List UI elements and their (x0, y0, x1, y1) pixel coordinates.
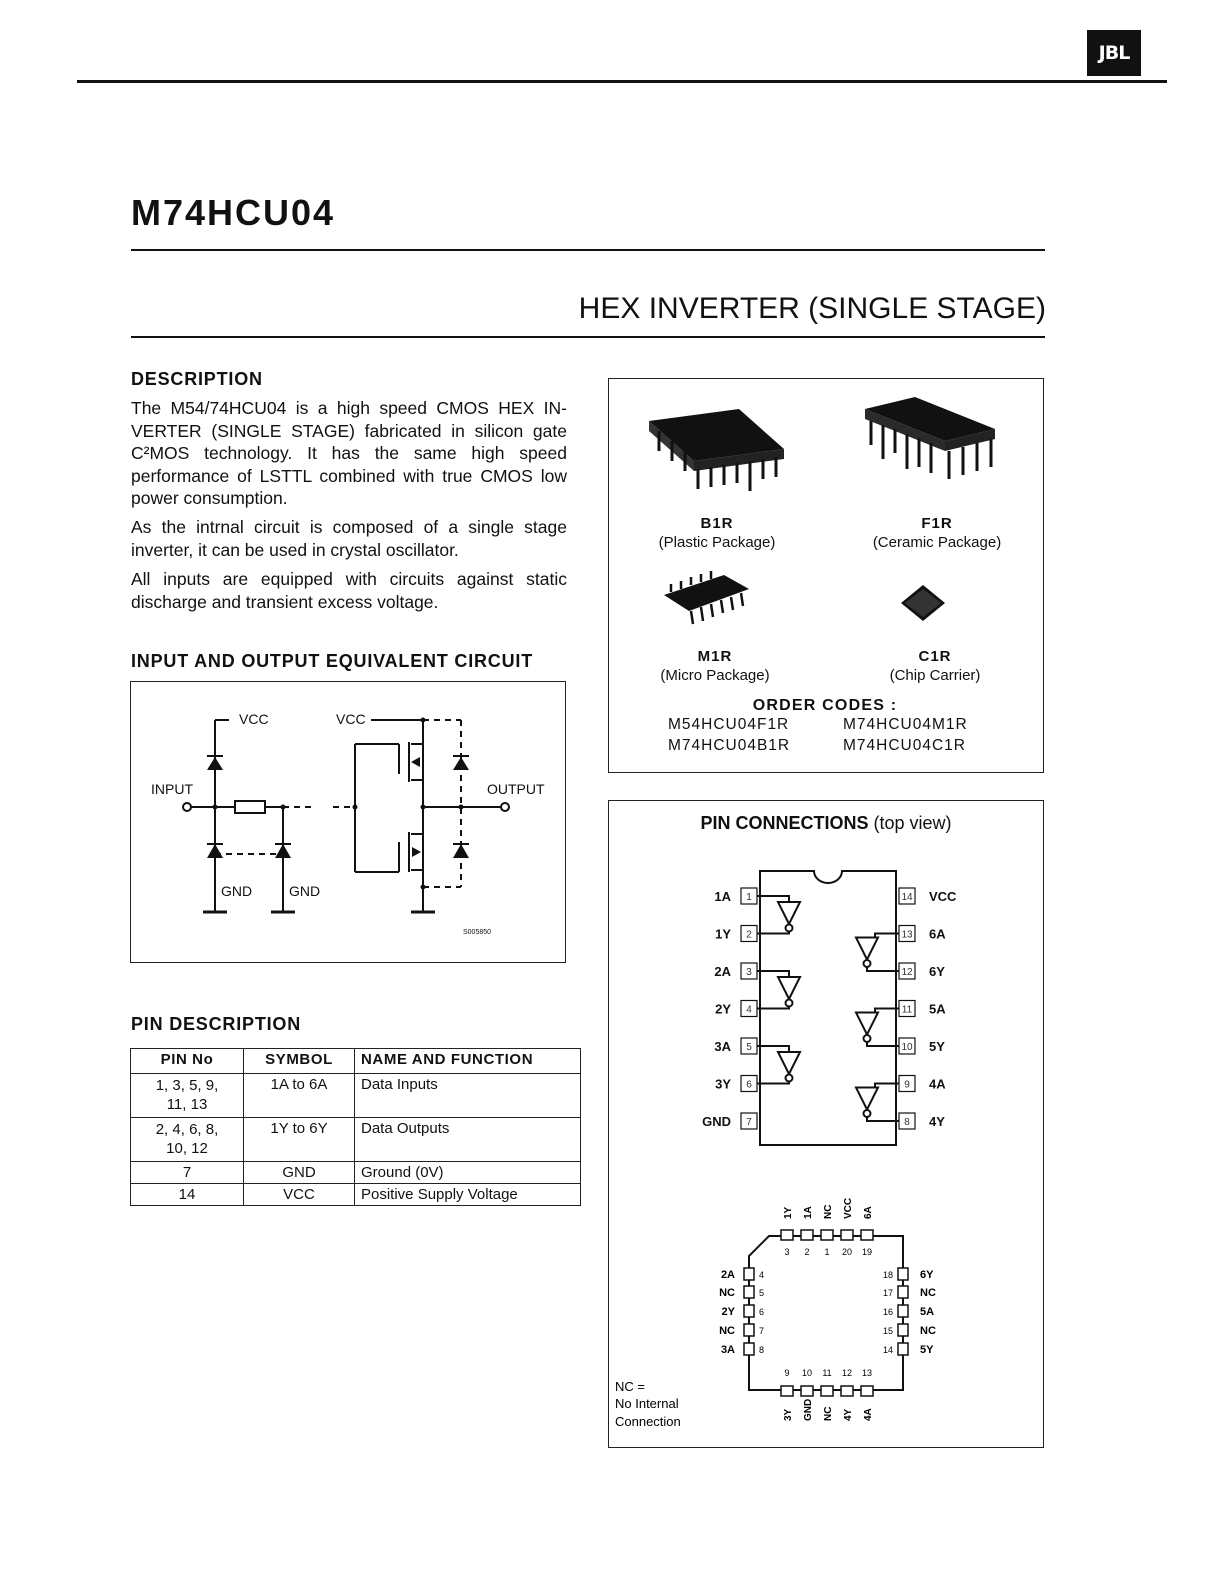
dip-plastic-icon (649, 409, 784, 491)
vcc-label-1: VCC (239, 711, 269, 727)
dip-pin-label: 3A (714, 1039, 731, 1054)
plcc-pin-3 (781, 1230, 793, 1240)
table-row (131, 1118, 581, 1162)
plcc-pin-label: NC (920, 1325, 936, 1337)
plcc-pin-1 (821, 1230, 833, 1240)
vcc-label-2: VCC (336, 711, 366, 727)
dip-pin-number: 12 (901, 967, 913, 978)
nc-note-line-1: NC = (615, 1379, 645, 1394)
col-header-pin: PIN No (131, 1049, 244, 1074)
plcc-pin-label: 2Y (721, 1306, 735, 1318)
equiv-circuit-box (130, 681, 566, 963)
plcc-pin-15 (898, 1324, 908, 1336)
pin-cell: 2, 4, 6, 8, 10, 12 (131, 1118, 244, 1162)
dip-pin-number: 11 (901, 1004, 913, 1016)
inverter-gate-icon (856, 1013, 878, 1043)
input-label: INPUT (151, 781, 193, 797)
plcc-pin-19 (861, 1230, 873, 1240)
plcc-pin-label: 5Y (920, 1344, 934, 1356)
plcc-pin-4 (744, 1268, 754, 1280)
plcc-pin-14 (898, 1343, 908, 1355)
plcc-pin-label: 3Y (783, 1408, 794, 1421)
plcc-pin-number: 13 (861, 1368, 873, 1378)
gnd-label-1: GND (221, 883, 253, 899)
dip-pin-label: 6A (929, 926, 946, 942)
plcc-pin-18 (898, 1268, 908, 1280)
plcc-pin-label: NC (920, 1287, 936, 1299)
package-desc-b1r: (Plastic Package) (658, 534, 776, 551)
plcc-pin-label: NC (823, 1204, 834, 1219)
description-paragraph-1: The M54/74HCU04 is a high speed CMOS HEX IN-VERTER (SINGLE STAGE) fabricated in silicon gate C²MOS technology. It has the same high speed performance of LSTTL combined with true CMOS low power consumption. (131, 398, 567, 508)
name-cell: Ground (0V) (355, 1162, 581, 1184)
package-name-b1r: B1R (700, 515, 734, 532)
nc-note-line-3: Connection (615, 1414, 681, 1429)
so-package-icon (664, 571, 749, 624)
table-header-row (131, 1049, 581, 1074)
brand-logo: JBL (1087, 30, 1141, 76)
plcc-pin-label: 2A (720, 1269, 735, 1281)
output-label: OUTPUT (487, 781, 545, 797)
col-header-symbol: SYMBOL (244, 1049, 355, 1074)
name-cell: Data Inputs (355, 1074, 581, 1118)
plcc-pin-label: NC (719, 1325, 735, 1337)
symbol-cell: 1A to 6A (244, 1074, 355, 1118)
name-cell: Positive Supply Voltage (355, 1184, 581, 1206)
col-header-name: NAME AND FUNCTION (355, 1049, 581, 1074)
plcc-pin-number: 14 (882, 1345, 893, 1355)
description-paragraph-2: As the intrnal circuit is composed of a single stage inverter, it can be used in crystal oscillator. (131, 517, 567, 560)
plcc-body (749, 1236, 903, 1390)
dip-pin-number: 9 (904, 1079, 910, 1091)
dip-pin-label: GND (702, 1114, 731, 1129)
plcc-pin-6 (744, 1305, 754, 1317)
plcc-pin-number: 6 (759, 1307, 765, 1317)
plcc-pin-label: 1A (803, 1206, 814, 1219)
nc-note-line-2: No Internal (615, 1396, 679, 1411)
circuit-code: S005850 (463, 929, 492, 936)
pin-connections-title: PIN CONNECTIONS (700, 813, 869, 833)
plcc-pin-16 (898, 1305, 908, 1317)
dip-pin-label: 4Y (929, 1114, 945, 1129)
plcc-pin-7 (744, 1324, 754, 1336)
plcc-pin-label: 4A (863, 1408, 874, 1421)
inverter-gate-icon (778, 977, 800, 1007)
symbol-cell: 1Y to 6Y (244, 1118, 355, 1162)
dip-pin-number: 7 (746, 1117, 752, 1128)
order-code: M74HCU04C1R (843, 737, 966, 754)
plcc-pin-number: 10 (801, 1368, 813, 1378)
description-paragraph-3: All inputs are equipped with circuits against static discharge and transient excess voltage. (131, 569, 567, 612)
plcc-pin-label: NC (719, 1287, 735, 1299)
dip-pin-label: 2Y (715, 1001, 731, 1017)
package-desc-m1r: (Micro Package) (660, 667, 770, 684)
pin-connections-diagram (609, 801, 1043, 1447)
pin-connections-subtitle: (top view) (873, 813, 952, 833)
dip-pin-number: 14 (901, 892, 913, 903)
dip-pin-label: 6Y (929, 964, 945, 979)
plcc-pin-2 (801, 1230, 813, 1240)
order-code: M74HCU04M1R (843, 716, 968, 733)
dip-pin-number: 4 (746, 1004, 752, 1016)
chip-carrier-icon (901, 585, 945, 621)
plcc-pin-number: 3 (784, 1247, 790, 1257)
plcc-pin-17 (898, 1286, 908, 1298)
dip-pin-label: VCC (929, 889, 957, 904)
gnd-label-2: GND (289, 883, 321, 899)
plcc-pin-number: 2 (804, 1247, 810, 1257)
name-cell: Data Outputs (355, 1118, 581, 1162)
plcc-pin-10 (801, 1386, 813, 1396)
plcc-pin-label: 3A (720, 1344, 735, 1356)
plcc-pin-label: 4Y (843, 1408, 854, 1421)
plcc-pin-label: 1Y (783, 1206, 794, 1219)
pin-cell: 7 (131, 1162, 244, 1184)
table-row (131, 1184, 581, 1206)
dip-pin-label: 4A (929, 1076, 946, 1092)
dip-pin-number: 3 (746, 967, 752, 978)
pin-cell: 1, 3, 5, 9, 11, 13 (131, 1074, 244, 1118)
plcc-pin-number: 15 (882, 1326, 893, 1336)
plcc-pin-20 (841, 1230, 853, 1240)
order-code: M74HCU04B1R (668, 737, 791, 754)
table-row (131, 1074, 581, 1118)
plcc-pin-13 (861, 1386, 873, 1396)
package-name-f1r: F1R (921, 515, 953, 532)
plcc-pin-number: 11 (822, 1368, 832, 1378)
dip-pin-label: 5Y (929, 1039, 945, 1054)
inverter-gate-icon (856, 1088, 878, 1118)
header-rule (77, 80, 1167, 83)
dip-pin-label: 5A (929, 1001, 946, 1017)
title-rule (131, 249, 1045, 251)
package-name-c1r: C1R (918, 648, 952, 665)
plcc-pin-number: 4 (759, 1270, 765, 1280)
plcc-pin-12 (841, 1386, 853, 1396)
dip-pin-number: 10 (901, 1042, 913, 1053)
symbol-cell: GND (244, 1162, 355, 1184)
plcc-pin-number: 18 (882, 1270, 893, 1280)
description-heading: DESCRIPTION (131, 369, 263, 389)
pin-description-heading: PIN DESCRIPTION (131, 1014, 302, 1034)
plcc-pin-number: 7 (759, 1326, 765, 1336)
order-code: M54HCU04F1R (668, 716, 790, 733)
dip-pin-label: 1Y (715, 926, 731, 942)
package-desc-f1r: (Ceramic Package) (872, 534, 1002, 551)
plcc-pin-8 (744, 1343, 754, 1355)
equiv-circuit-diagram (131, 682, 565, 962)
dip-pin-number: 6 (746, 1079, 752, 1091)
dip-ceramic-icon (865, 397, 995, 479)
dip-pin-label: 2A (714, 964, 731, 979)
dip-pin-number: 13 (901, 929, 913, 941)
plcc-pin-number: 1 (824, 1247, 830, 1257)
dip-pin-label: 1A (714, 889, 731, 904)
plcc-pin-number: 9 (784, 1368, 790, 1378)
plcc-pin-label: 5A (920, 1306, 935, 1318)
package-desc-c1r: (Chip Carrier) (889, 667, 981, 684)
plcc-pin-9 (781, 1386, 793, 1396)
inverter-gate-icon (778, 1052, 800, 1082)
dip-pin-number: 5 (746, 1042, 752, 1053)
dip-pin-number: 8 (904, 1117, 910, 1128)
pin-description-table (130, 1048, 581, 1206)
plcc-pin-number: 12 (841, 1368, 853, 1378)
plcc-pin-number: 19 (861, 1247, 873, 1257)
subtitle-rule (131, 336, 1045, 338)
inverter-gate-icon (856, 938, 878, 968)
plcc-pin-5 (744, 1286, 754, 1298)
plcc-pin-number: 16 (882, 1307, 893, 1317)
plcc-pin-number: 5 (759, 1288, 765, 1298)
package-name-m1r: M1R (697, 648, 733, 665)
plcc-pin-label: NC (823, 1406, 834, 1421)
plcc-pin-label: 6Y (920, 1269, 934, 1281)
symbol-cell: VCC (244, 1184, 355, 1206)
plcc-pin-11 (821, 1386, 833, 1396)
plcc-pin-label: GND (803, 1398, 814, 1421)
document-subtitle: HEX INVERTER (SINGLE STAGE) (578, 292, 1046, 325)
inverter-gate-icon (778, 902, 800, 932)
pin-connections-box (608, 800, 1044, 1448)
order-codes-heading: ORDER CODES : (752, 697, 898, 714)
dip-pin-number: 2 (746, 929, 752, 941)
plcc-pin-number: 20 (841, 1247, 853, 1257)
part-number: M74HCU04 (131, 192, 336, 233)
plcc-pin-number: 17 (882, 1288, 893, 1298)
equiv-circuit-heading: INPUT AND OUTPUT EQUIVALENT CIRCUIT (131, 651, 533, 671)
plcc-pin-label: VCC (843, 1197, 854, 1219)
plcc-pin-label: 6A (863, 1206, 874, 1219)
dip-pin-number: 1 (746, 892, 752, 903)
plcc-pin-number: 8 (759, 1345, 765, 1355)
dip-pin-label: 3Y (715, 1076, 731, 1092)
table-row (131, 1162, 581, 1184)
pin-cell: 14 (131, 1184, 244, 1206)
